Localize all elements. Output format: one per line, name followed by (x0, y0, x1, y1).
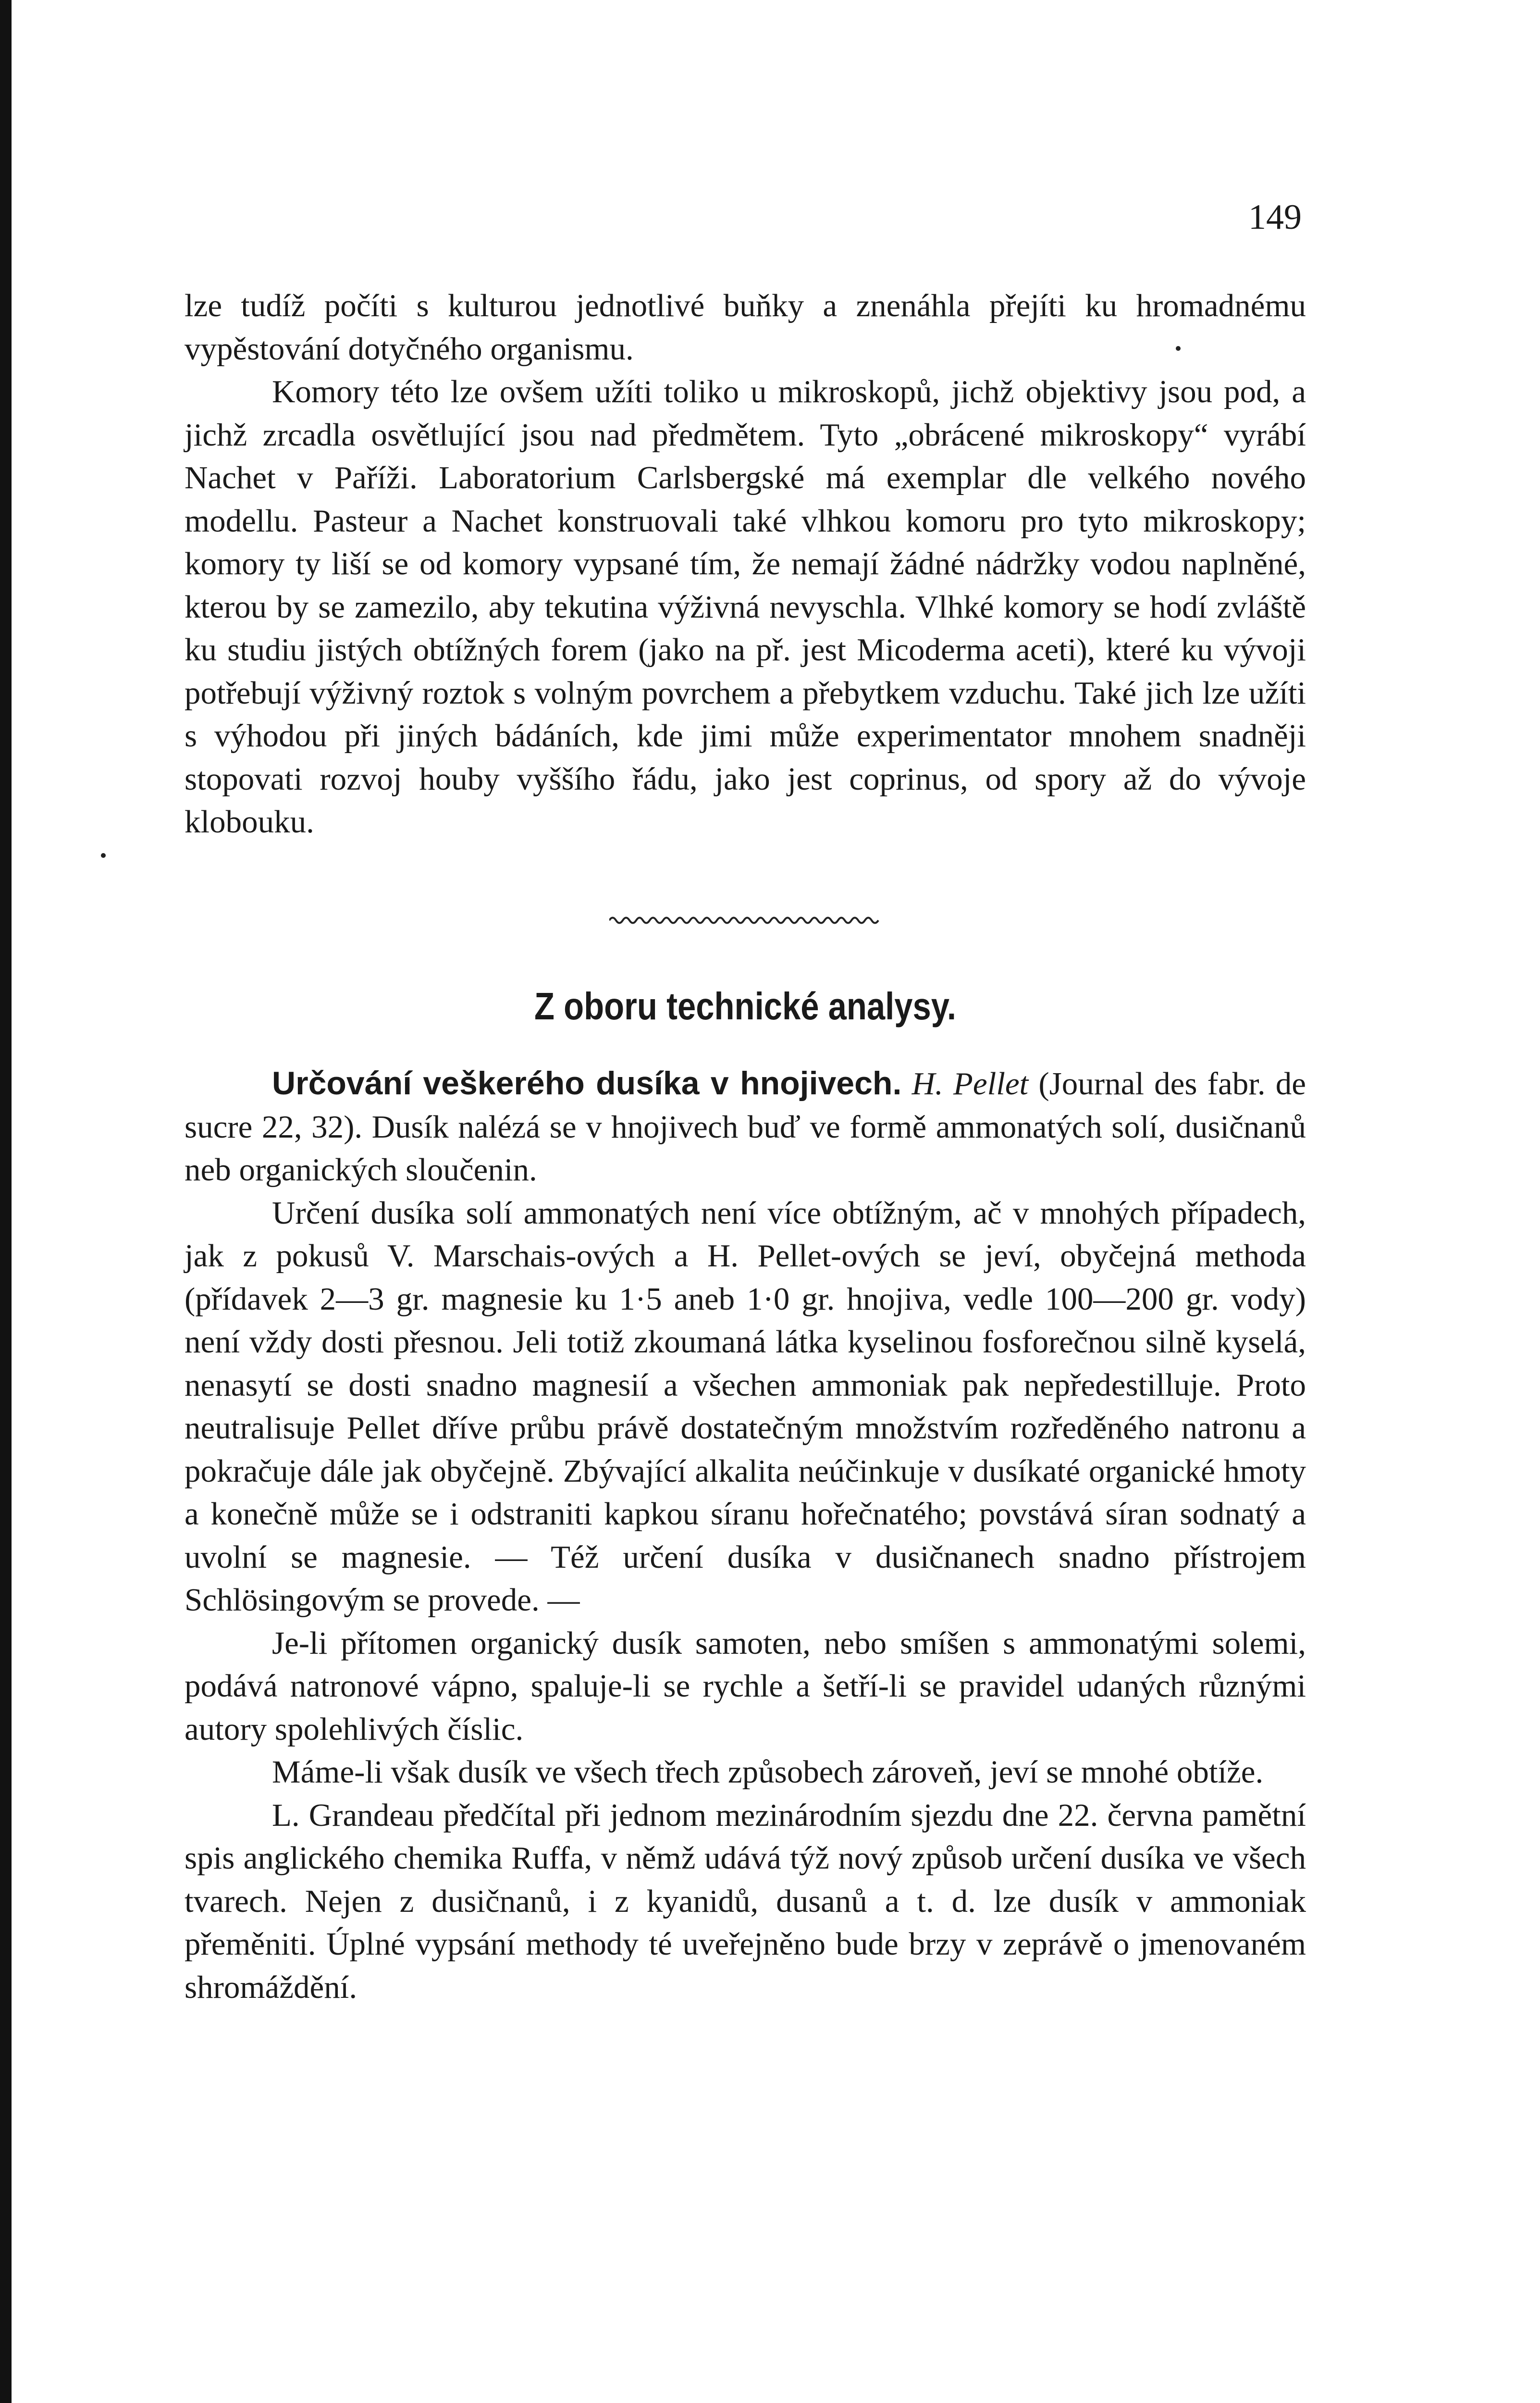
article-lead-paragraph (185, 1062, 1306, 1192)
paragraph: lze tudíž počíti s kulturou jednotlivé buňky a znenáhla přejíti ku hromadnému vypěstování dotyčného organismu. (185, 288, 1306, 367)
paragraph: L. Grandeau předčítal při jednom mezinárodním sjezdu dne 22. června pamětní spis anglického chemika Ruffa, v němž udává týž nový způsob určení dusíka ve všech tvarech. Nejen z dusičnanů, i z kyanidů, dusanů a t. d. lze dusík v ammoniak přeměniti. Úplné vypsání methody té uveřejněno bude brzy v zeprávě o jmenovaném shromáždění. (185, 1797, 1306, 2005)
article-source: (Journal des fabr. de sucre 22, 32). (185, 1066, 1306, 1145)
wavy-divider (609, 914, 881, 927)
article-lead: Dusík nalézá se v hnojivech buď ve formě ammonatých solí, dusičnanů neb organických sloučenin. (185, 1109, 1306, 1188)
article-text-block (185, 1062, 1306, 2009)
article-author: H. Pellet (912, 1066, 1029, 1102)
top-text-block (185, 285, 1306, 844)
article-heading: Určování veškerého dusíka v hnojivech. (272, 1065, 902, 1102)
ink-speck (101, 853, 106, 858)
paragraph: Máme-li však dusík ve všech třech způsobech zároveň, jeví se mnohé obtíže. (272, 1754, 1264, 1790)
paragraph: Komory této lze ovšem užíti toliko u mikroskopů, jichž objektivy jsou pod, a jichž zrcadla osvětlující jsou nad předmětem. Tyto „obrácené mikroskopy“ vyrábí Nachet v Paříži. Laboratorium Carlsbergské má exemplar dle velkého nového modellu. Pasteur a Nachet konstruovali také vlhkou komoru pro tyto mikroskopy; komory ty liší se od komory vypsané tím, že nemají žádné nádržky vodou naplněné, kterou by se zamezilo, aby tekutina výživná nevyschla. Vlhké komory se hodí zvláště ku studiu jistých obtížných forem (jako na př. jest Micoderma aceti), které ku vývoji potřebují výživný roztok s volným povrchem a přebytkem vzduchu. Také jich lze užíti s výhodou při jiných bádáních, kde jimi může experimentator mnohem snadněji stopovati rozvoj houby vyššího řádu, jako jest coprinus, od spory až do vývoje klobouku. (185, 374, 1306, 840)
page-number: 149 (1248, 198, 1302, 237)
section-title: Z oboru technické analysy. (534, 985, 957, 1028)
page-edge-shadow (0, 0, 12, 2403)
ink-speck (1176, 346, 1181, 351)
paragraph: Je-li přítomen organický dusík samoten, nebo smíšen s ammonatými solemi, podává natronové vápno, spaluje-li se rychle a šetří-li se pravidel udaných různými autory spolehlivých číslic. (185, 1625, 1306, 1747)
paragraph: Určení dusíka solí ammonatých není více obtížným, ač v mnohých případech, jak z pokusů V. Marschais-ových a H. Pellet-ových se jeví, obyčejná methoda (přídavek 2—3 gr. magnesie ku 1·5 aneb 1·0 gr. hnojiva, vedle 100—200 gr. vody) není vždy dosti přesnou. Jeli totiž zkoumaná látka kyselinou fosforečnou silně kyselá, nenasytí se dosti snadno magnesií a všechen ammoniak pak nepředestilluje. Proto neutralisuje Pellet dříve průbu právě dostatečným množstvím rozředěného natronu a pokračuje dále jak obyčejně. Zbývající alkalita neúčinkuje v dusíkaté organické hmoty a konečně může se i odstraniti kapkou síranu hořečnatého; povstává síran sodnatý a uvolní se magnesie. — Též určení dusíka v dusičnanech snadno přístrojem Schlösingovým se provede. — (185, 1195, 1306, 1618)
